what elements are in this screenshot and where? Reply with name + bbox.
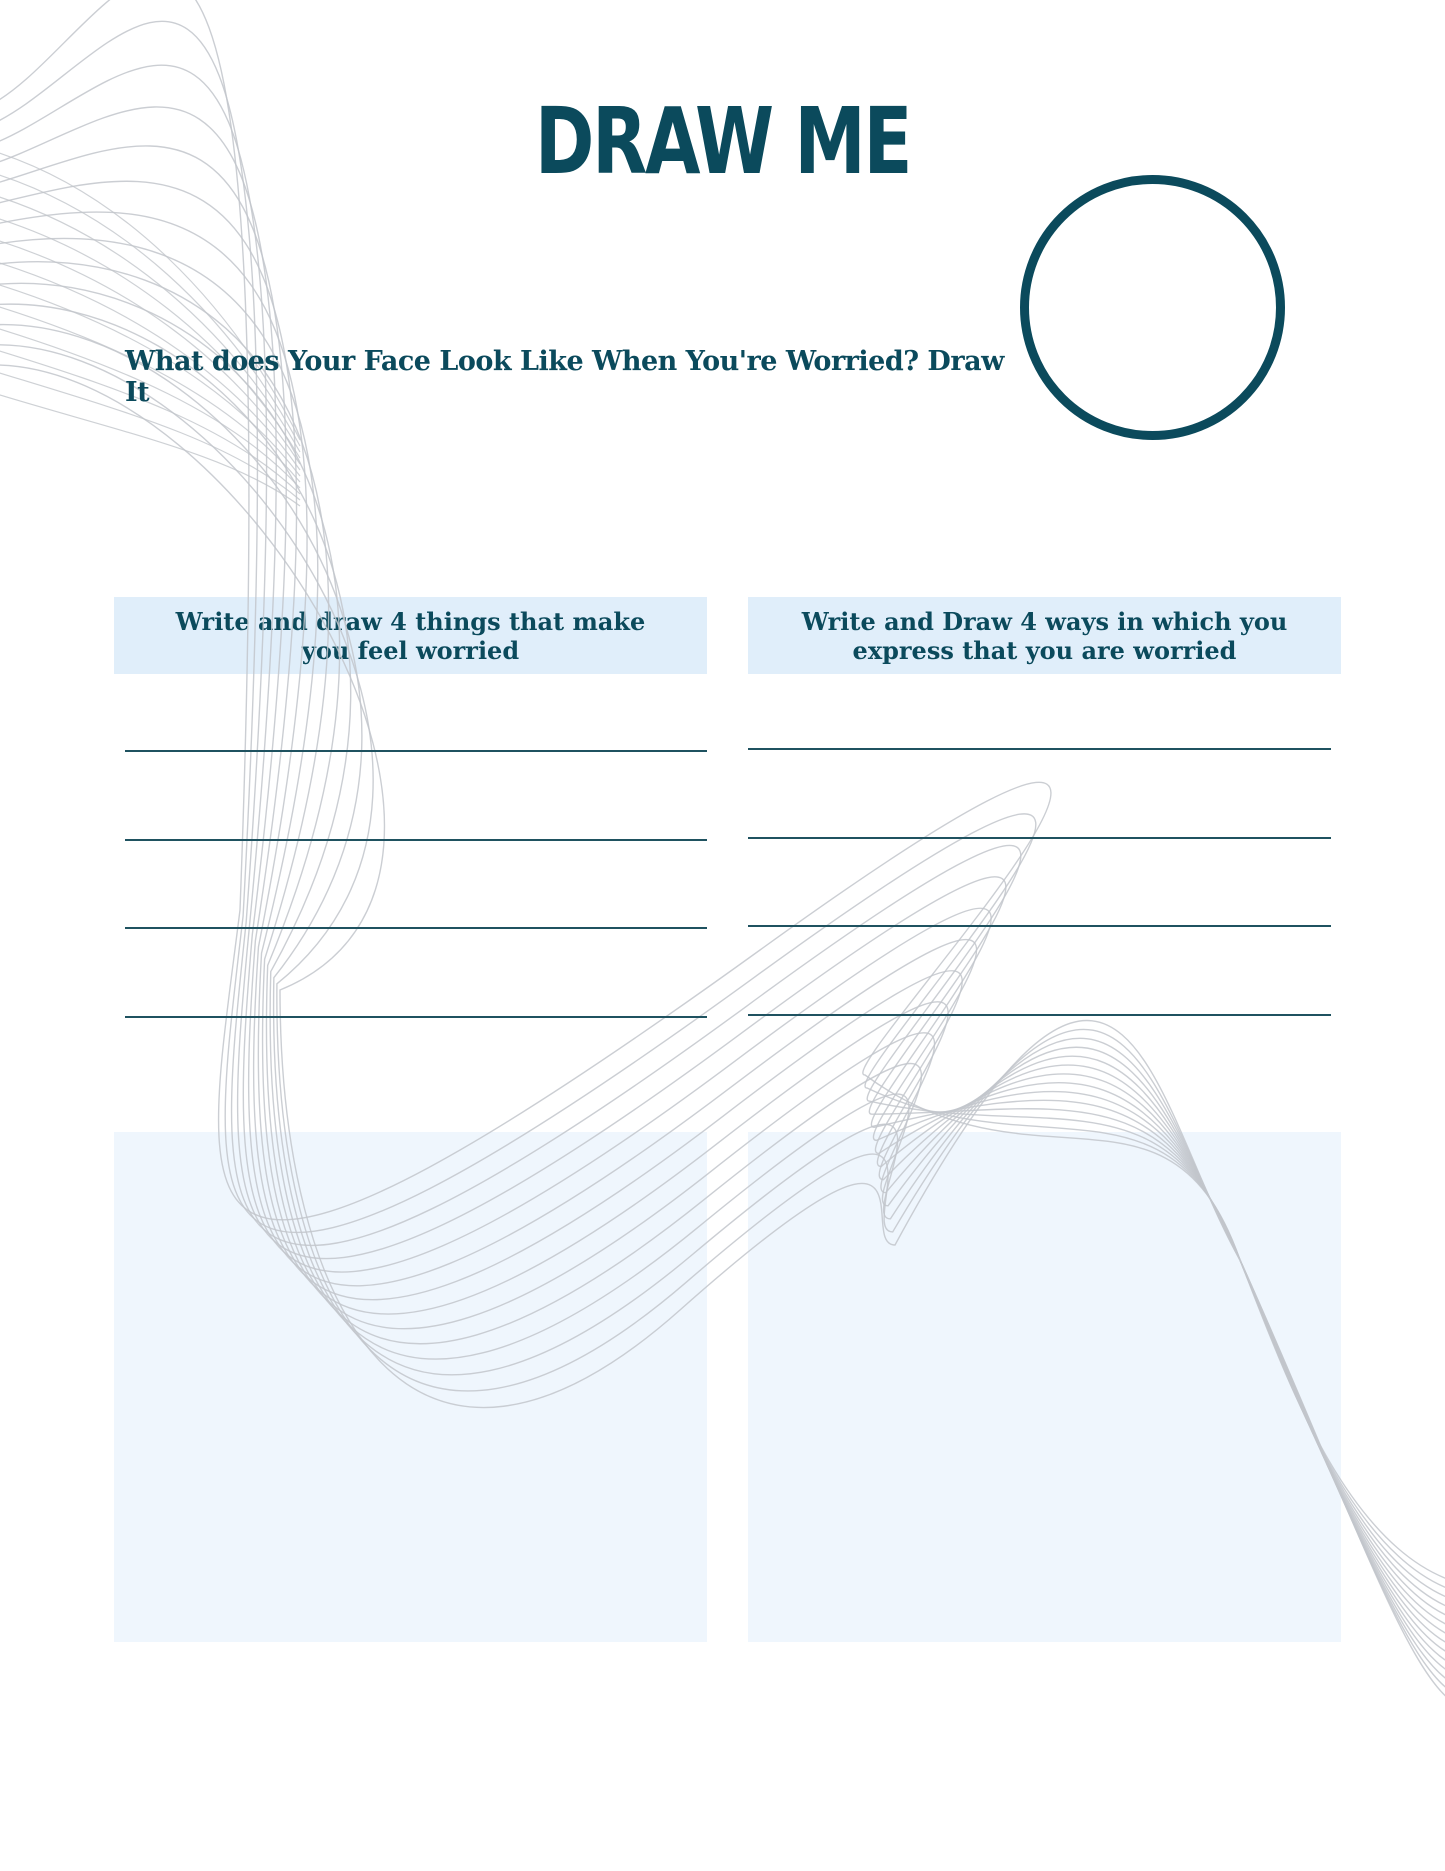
right-writing-line-3[interactable] xyxy=(748,925,1331,927)
right-drawing-area[interactable] xyxy=(748,1132,1341,1642)
face-drawing-prompt: What does Your Face Look Like When You're Worried? Draw It xyxy=(125,346,1004,408)
right-writing-line-1[interactable] xyxy=(748,748,1331,750)
wave-line xyxy=(0,392,300,506)
left-drawing-area[interactable] xyxy=(114,1132,707,1642)
wave-line xyxy=(0,216,300,458)
right-column-header xyxy=(748,597,1341,674)
page-title: DRAW ME xyxy=(534,88,911,195)
right-writing-line-4[interactable] xyxy=(748,1014,1331,1016)
left-writing-line-3[interactable] xyxy=(125,927,707,929)
wave-line xyxy=(0,194,300,452)
right-column-header-text: Write and Draw 4 ways in which you express that you are worried xyxy=(801,606,1288,665)
left-writing-line-2[interactable] xyxy=(125,839,707,841)
left-writing-line-1[interactable] xyxy=(125,750,707,752)
left-column-header xyxy=(114,597,707,674)
left-column-header-text: Write and draw 4 things that make you feel worried xyxy=(175,606,646,665)
right-writing-line-2[interactable] xyxy=(748,837,1331,839)
face-drawing-circle[interactable] xyxy=(1020,175,1285,440)
left-writing-line-4[interactable] xyxy=(125,1016,707,1018)
